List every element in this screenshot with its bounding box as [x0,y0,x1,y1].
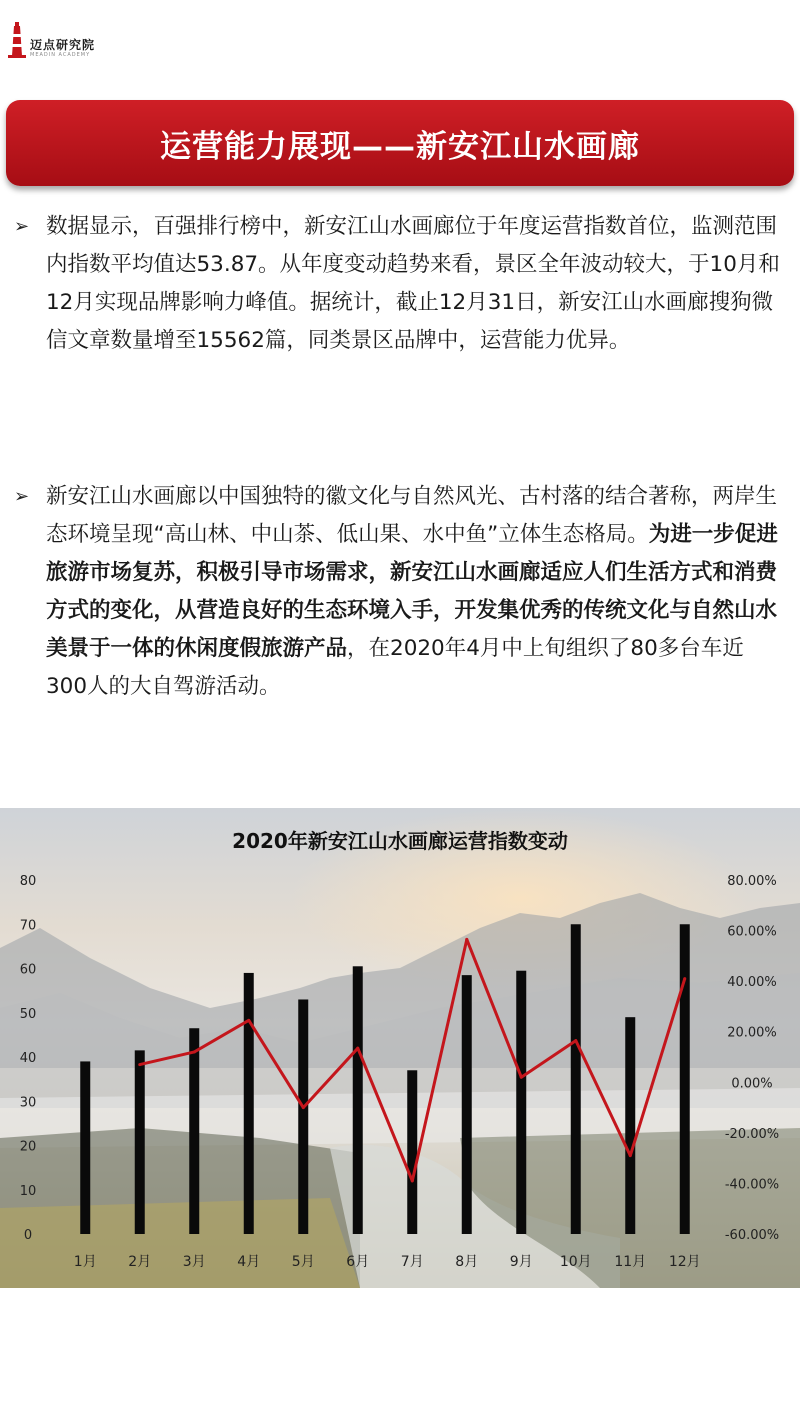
y-tick-label: 40 [19,1051,37,1066]
bar [353,966,363,1234]
title-banner [6,100,794,186]
x-tick-label: 2月 [128,1254,152,1270]
x-tick-label: 6月 [346,1254,370,1270]
line-point [302,1106,305,1109]
logo-name: 迈点研究院 [30,38,96,52]
paragraph-2-part1: 新安江山水画廊以中国独特的徽文化与自然风光、古村落的结合著称，两岸生态环境呈现“高山林、中山茶、低山果、水中鱼”立体生态格局。 [46,484,778,547]
bar [516,971,526,1234]
y-tick-label: 0 [23,1228,33,1243]
x-tick-label: 1月 [73,1254,97,1270]
paragraph-1 [14,208,784,360]
x-tick-label: 7月 [400,1254,424,1270]
line-point [411,1179,414,1182]
lighthouse-logo-icon [6,22,28,58]
x-tick-label: 5月 [291,1254,315,1270]
chart-container [0,808,800,1288]
y-tick-label: 50 [19,1006,37,1022]
line-point [629,1154,632,1157]
line-point [138,1063,141,1066]
x-tick-label: 8月 [455,1254,479,1270]
x-tick-label: 3月 [182,1254,206,1270]
bar [625,1017,635,1234]
y-tick-label: 20 [19,1139,37,1155]
bar [189,1028,199,1234]
x-tick-label: 4月 [237,1254,261,1270]
y-tick-label: 30 [19,1095,37,1111]
page-title: 运营能力展现——新安江山水画廊 [160,128,640,165]
bar [680,924,690,1234]
x-tick-label: 10月 [559,1254,592,1270]
logo-subtitle: MEADIN ACADEMY [30,52,91,58]
chart-title: 2020年新安江山水画廊运营指数变动 [232,829,568,853]
bar [571,924,581,1234]
y2-tick-label: 20.00% [727,1025,777,1041]
y-tick-label: 80 [19,874,37,889]
bullet-arrow-icon: ➢ [14,486,30,507]
line-point [574,1039,577,1042]
paragraph-2-bold: 为进一步促进旅游市场复苏，积极引导市场需求，新安江山水画廊适应人们生活方式和消费方式的变化，从营造良好的生态环境入手，开发集优秀的传统文化与自然山水美景于一体的休闲度假旅游产品 [46,522,778,661]
bar [80,1061,90,1234]
y-tick-label: 60 [19,962,37,978]
paragraph-1-text: 数据显示，百强排行榜中，新安江山水画廊位于年度运营指数首位，监测范围内指数平均值达53.87。从年度变动趋势来看，景区全年波动较大，于10月和12月实现品牌影响力峰值。据统计，截止12月31日，新安江山水画廊搜狗微信文章数量增至15562篇，同类景区品牌中，运营能力优异。 [46,214,780,353]
chart-svg [0,808,800,1288]
x-tick-label: 12月 [668,1254,701,1270]
bullet-arrow-icon: ➢ [14,216,30,237]
y2-tick-label: -20.00% [724,1126,780,1142]
paragraph-2-part2: ，在2020年4月中上旬组织了80多台车近300人的大自驾游活动。 [46,636,744,699]
bar [407,1070,417,1234]
y2-tick-label: 60.00% [727,924,777,940]
paragraph-2-text [46,478,784,706]
line-point [520,1076,523,1079]
x-tick-label: 11月 [614,1254,647,1270]
y-tick-label: 10 [19,1183,37,1199]
bar [135,1050,145,1234]
bar [462,975,472,1234]
bar [298,999,308,1234]
line-point [465,938,468,941]
line-point [683,977,686,980]
line-point [356,1047,359,1050]
y2-tick-label: -60.00% [724,1228,780,1243]
y2-tick-label: -40.00% [724,1177,780,1193]
line-point [247,1019,250,1022]
paragraph-2 [14,478,784,706]
y2-tick-label: 80.00% [727,874,777,889]
bar [244,973,254,1234]
line-point [193,1050,196,1053]
y-tick-label: 70 [19,918,37,934]
x-tick-label: 9月 [509,1254,533,1270]
logo [6,22,116,58]
y2-tick-label: 40.00% [727,975,777,991]
y2-tick-label: 0.00% [731,1076,773,1092]
